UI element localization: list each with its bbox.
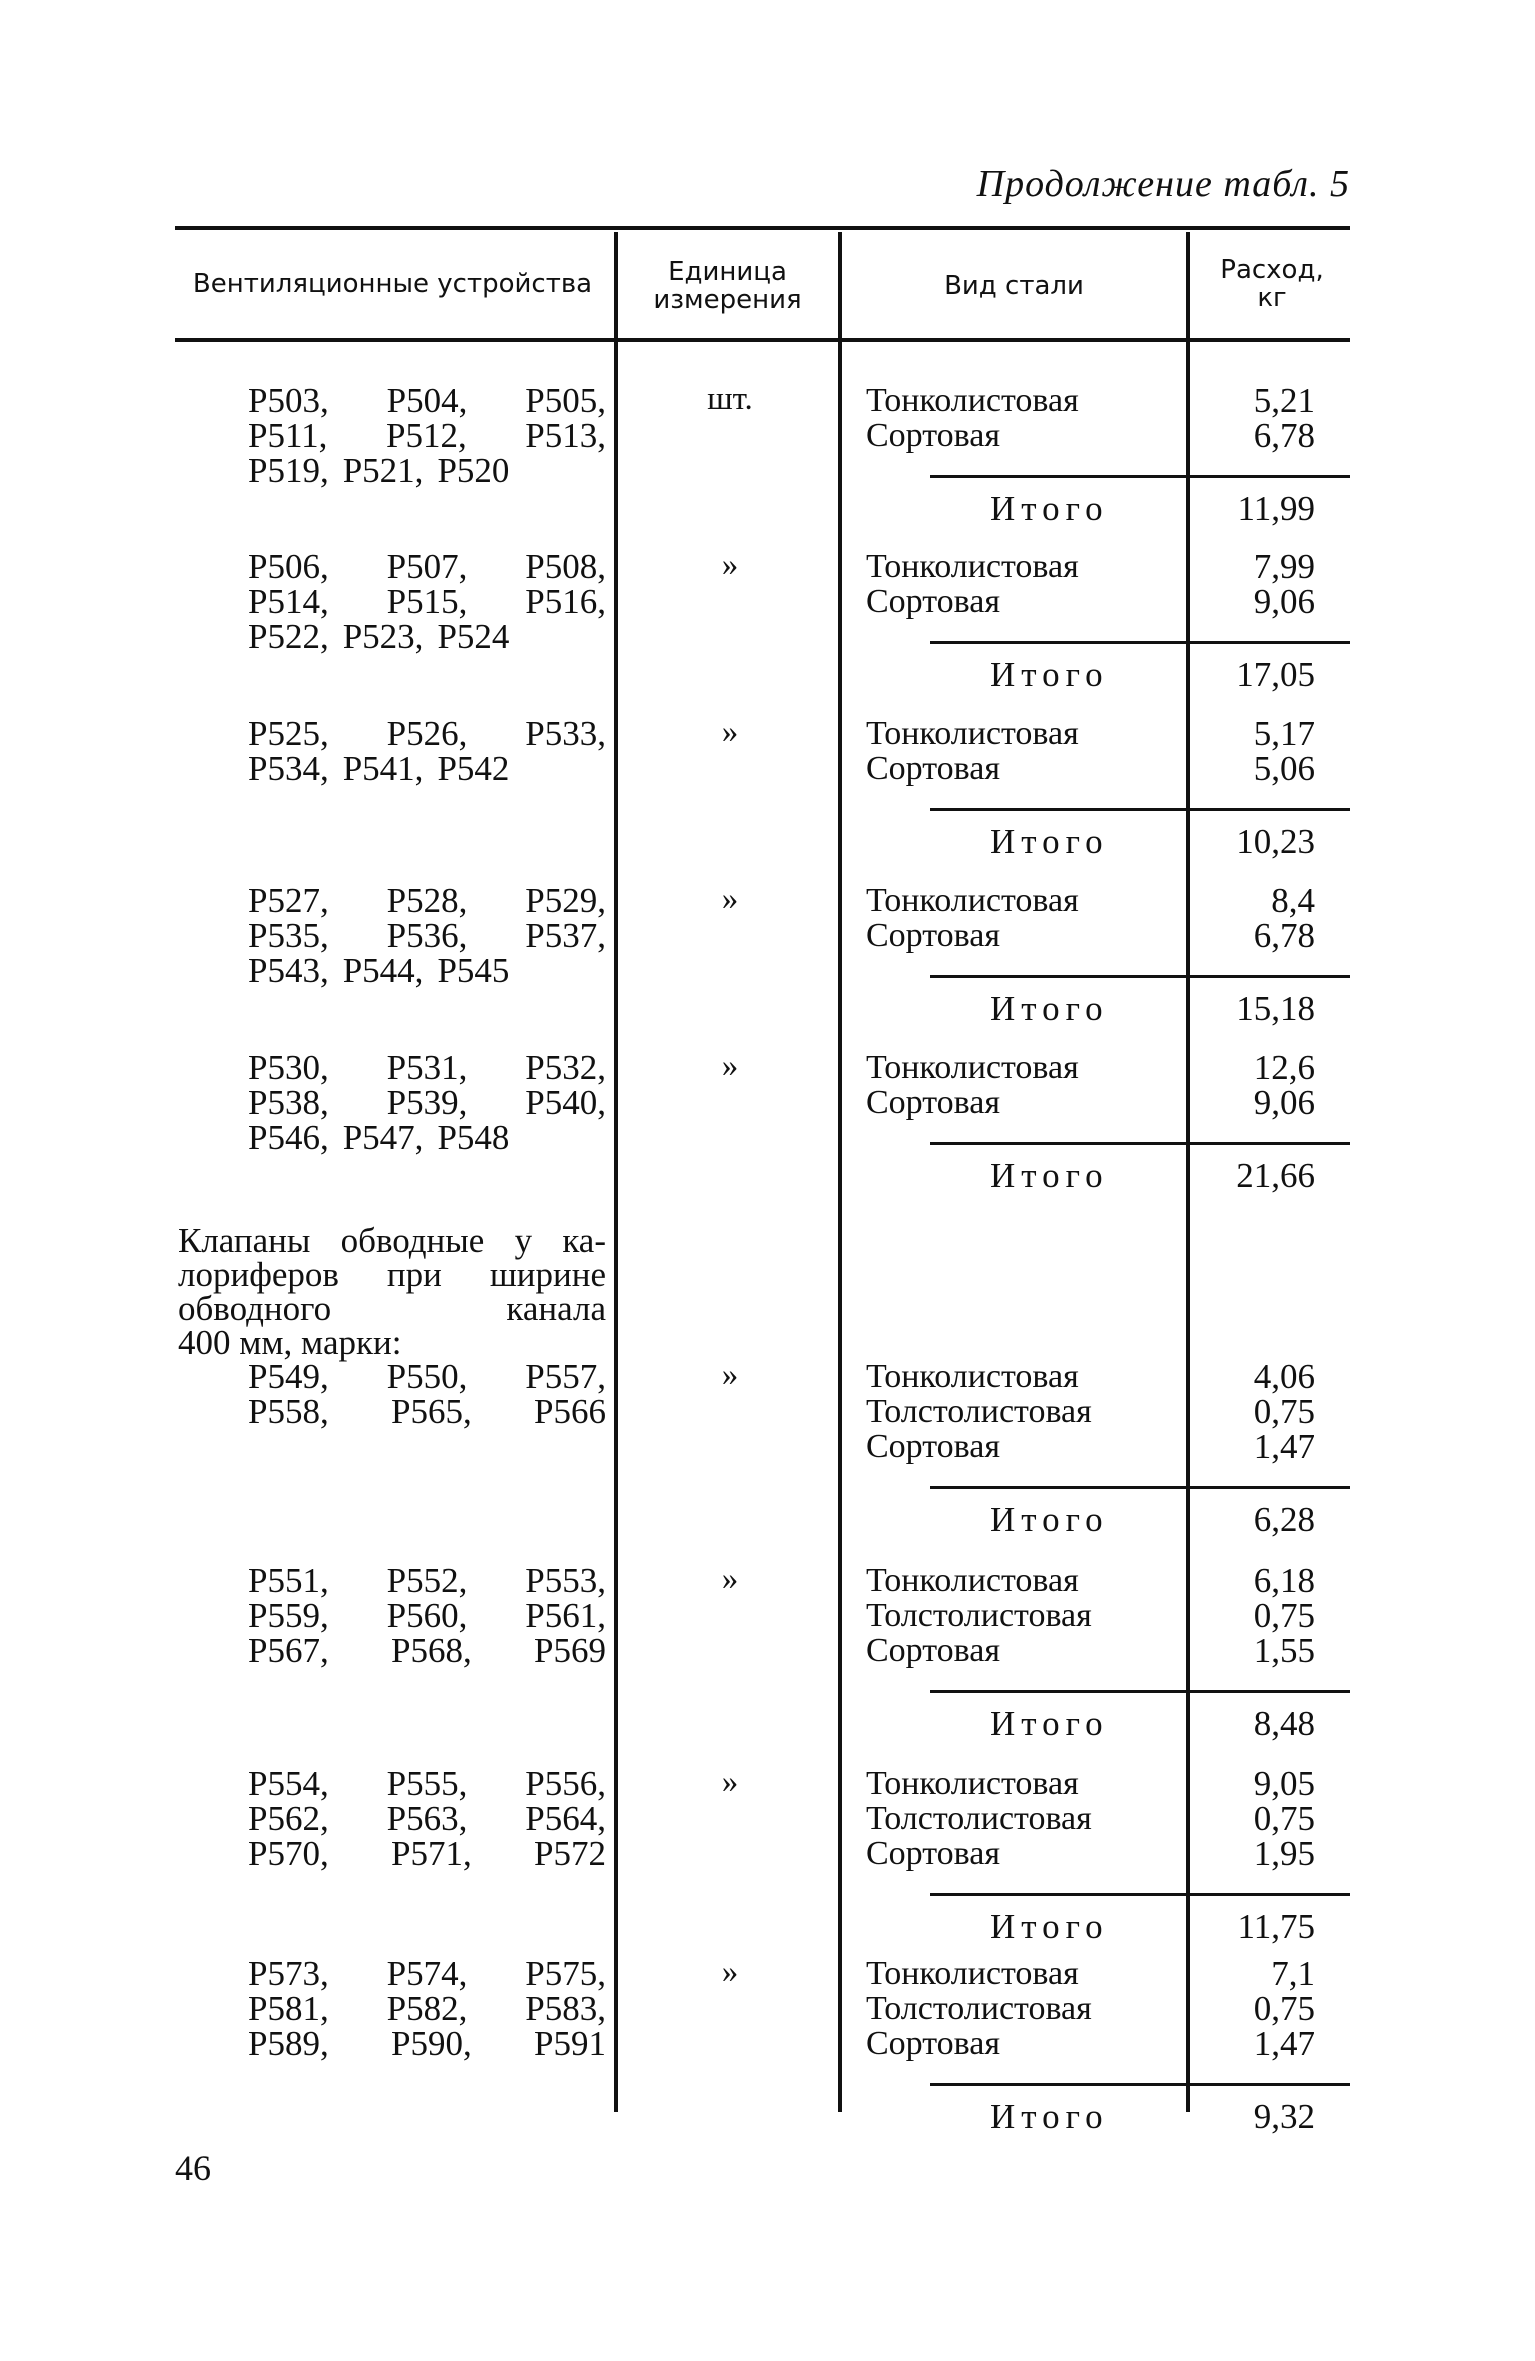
- header-bottom-rule: [175, 338, 1350, 342]
- device-code: Р548: [437, 1118, 510, 1157]
- unit-cell: »: [721, 1561, 739, 1597]
- total-value: 8,48: [1253, 1704, 1315, 1743]
- device-code: Р583,: [525, 1989, 606, 2028]
- consumption-list: [1195, 1956, 1315, 2061]
- device-code: Р568,: [391, 1631, 472, 1670]
- device-line: [248, 1359, 606, 1394]
- device-code: Р504,: [386, 381, 468, 420]
- consumption-value: 5,06: [1253, 749, 1315, 788]
- consumption-value: 5,21: [1253, 381, 1315, 420]
- consumption-value: 5,17: [1253, 714, 1315, 753]
- steel-type-list: [866, 1563, 1092, 1668]
- device-list: [248, 1563, 606, 1668]
- device-code: Р552,: [386, 1561, 468, 1600]
- device-code: Р539,: [386, 1083, 468, 1122]
- device-code: Р538,: [248, 1083, 329, 1122]
- consumption-value: 0,75: [1253, 1596, 1315, 1635]
- total-value: 11,75: [1237, 1907, 1315, 1946]
- device-line: [248, 918, 606, 953]
- subtotal-rule: [930, 2083, 1350, 2086]
- device-line: [248, 1836, 606, 1871]
- device-code: Р546,: [248, 1118, 329, 1157]
- device-code: Р589,: [248, 2024, 329, 2063]
- device-line: [248, 1956, 606, 1991]
- device-code: Р503,: [248, 381, 329, 420]
- steel-type: Сортовая: [866, 1084, 1000, 1121]
- device-code: Р564,: [525, 1799, 606, 1838]
- steel-type: Сортовая: [866, 583, 1000, 620]
- device-code: Р515,: [386, 582, 468, 621]
- subtotal-rule: [930, 1690, 1350, 1693]
- device-code: Р511,: [248, 416, 328, 455]
- total-label: Итого: [990, 822, 1109, 861]
- unit-cell: шт.: [707, 381, 753, 417]
- total-value: 11,99: [1237, 489, 1315, 528]
- device-code: Р537,: [525, 916, 606, 955]
- total-value: 9,32: [1253, 2097, 1315, 2136]
- device-line: [248, 1085, 606, 1120]
- device-code: Р556,: [525, 1764, 606, 1803]
- device-list: [248, 549, 606, 654]
- consumption-value: 6,78: [1253, 916, 1315, 955]
- steel-type: Толстолистовая: [866, 1393, 1092, 1430]
- unit-cell: »: [721, 1954, 739, 1990]
- device-line: [248, 418, 606, 453]
- device-line: [248, 883, 606, 918]
- device-code: Р569: [534, 1631, 606, 1670]
- total-label: Итого: [990, 489, 1109, 528]
- steel-type: Толстолистовая: [866, 1597, 1092, 1634]
- device-code: Р508,: [525, 547, 606, 586]
- consumption-value: 8,4: [1271, 881, 1315, 920]
- device-code: Р532,: [525, 1048, 606, 1087]
- device-line: [248, 619, 606, 654]
- steel-type: Тонколистовая: [866, 382, 1079, 419]
- device-code: Р582,: [386, 1989, 468, 2028]
- note-line: 400 мм, марки:: [178, 1323, 402, 1362]
- device-code: Р530,: [248, 1048, 329, 1087]
- device-code: Р544,: [342, 951, 424, 990]
- consumption-list: [1195, 1766, 1315, 1871]
- consumption-value: 1,95: [1253, 1834, 1315, 1873]
- device-code: Р559,: [248, 1596, 329, 1635]
- unit-cell: »: [721, 1764, 739, 1800]
- steel-type-list: [866, 549, 1079, 619]
- total-value: 15,18: [1236, 989, 1315, 1028]
- total-value: 21,66: [1236, 1156, 1315, 1195]
- column-divider-3: [1186, 232, 1190, 2112]
- page-number: 46: [175, 2148, 211, 2188]
- device-list: [248, 883, 606, 988]
- device-code: Р521,: [342, 451, 424, 490]
- device-code: Р554,: [248, 1764, 329, 1803]
- consumption-value: 9,06: [1253, 1083, 1315, 1122]
- consumption-value: 12,6: [1253, 1048, 1315, 1087]
- device-code: Р523,: [342, 617, 424, 656]
- consumption-value: 4,06: [1253, 1357, 1315, 1396]
- note-line: Клапаны обводные у ка-: [178, 1221, 606, 1260]
- subtotal-rule: [930, 808, 1350, 811]
- device-code: Р573,: [248, 1954, 329, 1993]
- device-code: Р535,: [248, 916, 329, 955]
- device-line: [248, 453, 606, 488]
- device-code: Р557,: [525, 1357, 606, 1396]
- steel-type-list: [866, 383, 1079, 453]
- device-list: [248, 1766, 606, 1871]
- device-code: Р526,: [386, 714, 468, 753]
- table-top-rule: [175, 226, 1350, 230]
- device-line: [248, 1801, 606, 1836]
- consumption-value: 1,55: [1253, 1631, 1315, 1670]
- header-unit: [620, 258, 835, 314]
- device-code: Р571,: [391, 1834, 472, 1873]
- device-line: [248, 1991, 606, 2026]
- device-code: Р566: [534, 1392, 606, 1431]
- device-code: Р555,: [386, 1764, 468, 1803]
- header-unit-line1: Единица: [668, 257, 787, 287]
- device-code: Р541,: [342, 749, 424, 788]
- device-code: Р525,: [248, 714, 329, 753]
- valves-note: [178, 1221, 606, 1362]
- steel-type: Сортовая: [866, 750, 1000, 787]
- device-code: Р505,: [525, 381, 606, 420]
- unit-cell: »: [721, 1048, 739, 1084]
- device-code: Р590,: [391, 2024, 472, 2063]
- steel-type-list: [866, 1050, 1079, 1120]
- subtotal-rule: [930, 641, 1350, 644]
- header-devices: Вентиляционные устройства: [192, 269, 593, 299]
- device-line: [248, 1050, 606, 1085]
- device-line: [248, 1563, 606, 1598]
- subtotal-rule: [930, 1893, 1350, 1896]
- device-line: [248, 953, 606, 988]
- device-code: Р565,: [391, 1392, 472, 1431]
- device-list: [248, 716, 606, 786]
- steel-type: Тонколистовая: [866, 1358, 1079, 1395]
- steel-type: Толстолистовая: [866, 1990, 1092, 2027]
- device-code: Р581,: [248, 1989, 329, 2028]
- device-code: Р529,: [525, 881, 606, 920]
- consumption-value: 6,18: [1253, 1561, 1315, 1600]
- device-code: Р513,: [525, 416, 606, 455]
- steel-type: Сортовая: [866, 1632, 1000, 1669]
- device-code: Р512,: [385, 416, 467, 455]
- device-line: [248, 751, 606, 786]
- device-code: Р520: [437, 451, 510, 490]
- steel-type-list: [866, 716, 1079, 786]
- total-label: Итого: [990, 1704, 1109, 1743]
- subtotal-rule: [930, 475, 1350, 478]
- unit-cell: »: [721, 547, 739, 583]
- total-label: Итого: [990, 1907, 1109, 1946]
- unit-cell: »: [721, 881, 739, 917]
- steel-type: Тонколистовая: [866, 1562, 1079, 1599]
- header-kg-line1: Расход,: [1220, 255, 1324, 285]
- consumption-list: [1195, 1359, 1315, 1464]
- subtotal-rule: [930, 1142, 1350, 1145]
- subtotal-rule: [930, 975, 1350, 978]
- column-divider-1: [614, 232, 618, 2112]
- steel-type: Сортовая: [866, 417, 1000, 454]
- device-code: Р528,: [386, 881, 468, 920]
- device-code: Р536,: [386, 916, 468, 955]
- note-line: лориферов при ширине: [178, 1255, 606, 1294]
- device-code: Р567,: [248, 1631, 329, 1670]
- device-code: Р550,: [386, 1357, 468, 1396]
- total-label: Итого: [990, 989, 1109, 1028]
- steel-type: Тонколистовая: [866, 882, 1079, 919]
- device-code: Р543,: [248, 951, 329, 990]
- total-label: Итого: [990, 1500, 1109, 1539]
- steel-type-list: [866, 1766, 1092, 1871]
- column-divider-2: [838, 232, 842, 2112]
- device-list: [248, 1050, 606, 1155]
- steel-type-list: [866, 883, 1079, 953]
- device-code: Р570,: [248, 1834, 329, 1873]
- device-code: Р506,: [248, 547, 329, 586]
- header-steel: Вид стали: [944, 271, 1084, 301]
- device-code: Р545: [437, 951, 510, 990]
- note-line: обводного канала: [178, 1289, 606, 1328]
- total-value: 17,05: [1236, 655, 1315, 694]
- device-code: Р534,: [248, 749, 329, 788]
- header-kg: [1192, 256, 1352, 312]
- device-code: Р575,: [525, 1954, 606, 1993]
- device-code: Р540,: [525, 1083, 606, 1122]
- total-label: Итого: [990, 1156, 1109, 1195]
- consumption-list: [1195, 1563, 1315, 1668]
- device-line: [248, 1766, 606, 1801]
- consumption-value: 0,75: [1253, 1989, 1315, 2028]
- consumption-value: 9,06: [1253, 582, 1315, 621]
- device-line: [248, 1120, 606, 1155]
- device-code: Р542: [437, 749, 510, 788]
- steel-type: Тонколистовая: [866, 715, 1079, 752]
- subtotal-rule: [930, 1486, 1350, 1489]
- device-list: [248, 1359, 606, 1429]
- device-code: Р531,: [386, 1048, 468, 1087]
- device-code: Р516,: [525, 582, 606, 621]
- device-code: Р558,: [248, 1392, 329, 1431]
- device-line: [248, 2026, 606, 2061]
- total-label: Итого: [990, 2097, 1109, 2136]
- header-kg-line2: кг: [1257, 283, 1287, 313]
- consumption-list: [1195, 549, 1315, 619]
- device-code: Р591: [534, 2024, 606, 2063]
- device-line: [248, 383, 606, 418]
- device-code: Р524: [437, 617, 510, 656]
- steel-type: Сортовая: [866, 1428, 1000, 1465]
- consumption-value: 7,99: [1253, 547, 1315, 586]
- device-code: Р574,: [386, 1954, 468, 1993]
- device-line: [248, 1598, 606, 1633]
- steel-type: Тонколистовая: [866, 548, 1079, 585]
- device-code: Р533,: [525, 714, 606, 753]
- consumption-value: 0,75: [1253, 1799, 1315, 1838]
- consumption-list: [1195, 383, 1315, 453]
- device-code: Р514,: [248, 582, 329, 621]
- device-code: Р563,: [386, 1799, 468, 1838]
- consumption-value: 6,78: [1253, 416, 1315, 455]
- steel-type: Сортовая: [866, 917, 1000, 954]
- device-line: [248, 1394, 606, 1429]
- steel-type-list: [866, 1956, 1092, 2061]
- device-code: Р551,: [248, 1561, 329, 1600]
- unit-cell: »: [721, 1357, 739, 1393]
- consumption-value: 1,47: [1253, 1427, 1315, 1466]
- consumption-value: 7,1: [1271, 1954, 1315, 1993]
- device-code: Р561,: [525, 1596, 606, 1635]
- steel-type: Толстолистовая: [866, 1800, 1092, 1837]
- device-code: Р553,: [525, 1561, 606, 1600]
- device-code: Р527,: [248, 881, 329, 920]
- unit-cell: »: [721, 714, 739, 750]
- steel-type: Тонколистовая: [866, 1765, 1079, 1802]
- device-code: Р507,: [386, 547, 468, 586]
- header-unit-line2: измерения: [653, 285, 802, 315]
- device-code: Р519,: [248, 451, 329, 490]
- device-code: Р562,: [248, 1799, 329, 1838]
- total-label: Итого: [990, 655, 1109, 694]
- total-value: 10,23: [1236, 822, 1315, 861]
- steel-type-list: [866, 1359, 1092, 1464]
- steel-type: Тонколистовая: [866, 1049, 1079, 1086]
- device-code: Р560,: [386, 1596, 468, 1635]
- device-line: [248, 549, 606, 584]
- device-line: [248, 1633, 606, 1668]
- device-code: Р572: [534, 1834, 606, 1873]
- steel-type: Тонколистовая: [866, 1955, 1079, 1992]
- total-value: 6,28: [1253, 1500, 1315, 1539]
- consumption-value: 1,47: [1253, 2024, 1315, 2063]
- consumption-list: [1195, 1050, 1315, 1120]
- device-line: [248, 584, 606, 619]
- consumption-list: [1195, 883, 1315, 953]
- device-list: [248, 383, 606, 488]
- device-code: Р547,: [342, 1118, 424, 1157]
- consumption-list: [1195, 716, 1315, 786]
- consumption-value: 9,05: [1253, 1764, 1315, 1803]
- steel-type: Сортовая: [866, 1835, 1000, 1872]
- steel-type: Сортовая: [866, 2025, 1000, 2062]
- consumption-value: 0,75: [1253, 1392, 1315, 1431]
- device-line: [248, 716, 606, 751]
- table-caption: Продолжение табл. 5: [976, 163, 1350, 205]
- device-list: [248, 1956, 606, 2061]
- device-code: Р522,: [248, 617, 329, 656]
- device-code: Р549,: [248, 1357, 329, 1396]
